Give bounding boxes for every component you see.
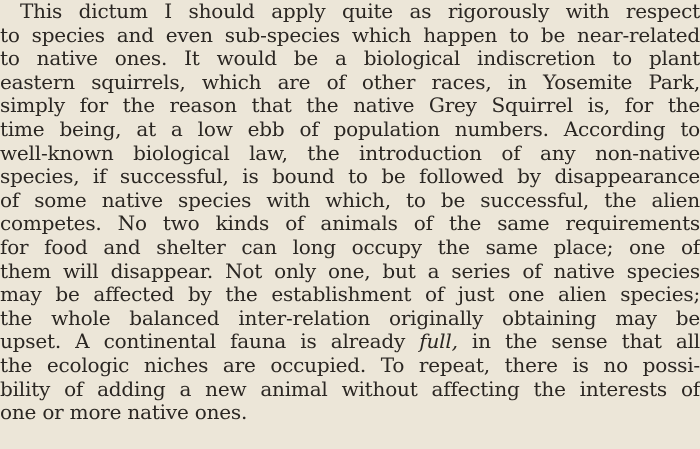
- emphasized-word: full,: [419, 330, 458, 354]
- text-line-18: one or more native ones.: [0, 401, 248, 425]
- text-line-3: to native ones. It would be a biological indiscretion to plant: [0, 47, 700, 71]
- text-line-15-after: in the sense that all: [457, 330, 700, 354]
- text-line-2: to species and even sub-species which happen to be near-related: [0, 23, 700, 47]
- text-line-17: bility of adding a new animal without affecting the interests of: [0, 377, 700, 401]
- text-line-1: This dictum I should apply quite as rigorously with respect: [20, 0, 700, 23]
- text-line-7: well-known biological law, the introduction of any non-native: [0, 141, 700, 165]
- text-line-8: species, if successful, is bound to be followed by disappearance: [0, 165, 700, 189]
- text-line-5: simply for the reason that the native Grey Squirrel is, for the: [0, 94, 700, 118]
- text-line-10: competes. No two kinds of animals of the same requirements: [0, 212, 700, 236]
- text-line-4: eastern squirrels, which are of other races, in Yosemite Park,: [0, 70, 700, 94]
- text-line-14: the whole balanced inter-relation originally obtaining may be: [0, 306, 700, 330]
- text-line-12: them will disappear. Not only one, but a series of native species: [0, 259, 700, 283]
- text-line-11: for food and shelter can long occupy the same place; one of: [0, 235, 700, 259]
- text-line-16: the ecologic niches are occupied. To repeat, there is no possi-: [0, 353, 700, 377]
- text-line-9: of some native species with which, to be successful, the alien: [0, 188, 700, 212]
- text-line-13: may be affected by the establishment of just one alien species;: [0, 283, 700, 307]
- text-line-6: time being, at a low ebb of population numbers. According to: [0, 117, 700, 141]
- text-line-15: [0, 330, 700, 354]
- text-line-15-before: upset. A continental fauna is already: [0, 330, 420, 354]
